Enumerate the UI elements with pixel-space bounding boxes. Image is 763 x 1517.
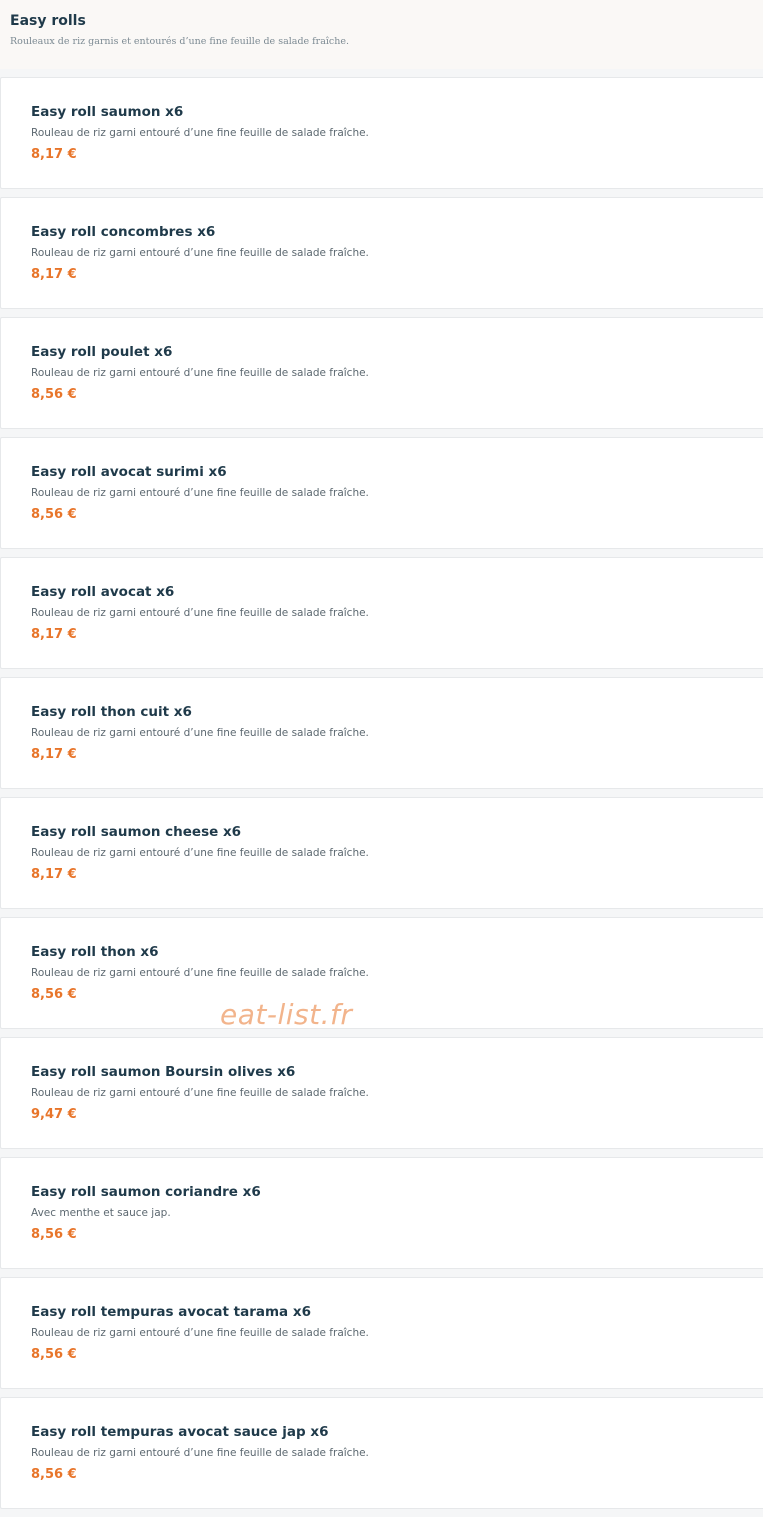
watermark-text: eat-list.fr bbox=[220, 998, 353, 1031]
category-description: Rouleaux de riz garnis et entourés d’une fine feuille de salade fraîche. bbox=[10, 36, 350, 47]
menu-item-card[interactable] bbox=[0, 437, 763, 549]
menu-item-description: Rouleau de riz garni entouré d’une fine feuille de salade fraîche. bbox=[31, 1327, 369, 1339]
menu-item-price: 8,56 € bbox=[31, 507, 77, 522]
menu-item-price: 8,56 € bbox=[31, 387, 77, 402]
menu-item-name: Easy roll tempuras avocat tarama x6 bbox=[31, 1304, 311, 1320]
menu-item-description: Rouleau de riz garni entouré d’une fine feuille de salade fraîche. bbox=[31, 727, 369, 739]
menu-item-description: Rouleau de riz garni entouré d’une fine feuille de salade fraîche. bbox=[31, 847, 369, 859]
menu-item-card[interactable] bbox=[0, 1037, 763, 1149]
menu-item-name: Easy roll saumon coriandre x6 bbox=[31, 1184, 261, 1200]
menu-item-price: 9,47 € bbox=[31, 1107, 77, 1122]
menu-item-price: 8,56 € bbox=[31, 987, 77, 1002]
menu-item-name: Easy roll tempuras avocat sauce jap x6 bbox=[31, 1424, 329, 1440]
menu-item-description: Rouleau de riz garni entouré d’une fine feuille de salade fraîche. bbox=[31, 127, 369, 139]
menu-item-name: Easy roll poulet x6 bbox=[31, 344, 173, 360]
menu-item-name: Easy roll thon x6 bbox=[31, 944, 159, 960]
menu-item-price: 8,17 € bbox=[31, 147, 77, 162]
menu-item-description: Rouleau de riz garni entouré d’une fine feuille de salade fraîche. bbox=[31, 247, 369, 259]
menu-item-price: 8,17 € bbox=[31, 267, 77, 282]
menu-item-price: 8,56 € bbox=[31, 1347, 77, 1362]
menu-item-description: Rouleau de riz garni entouré d’une fine feuille de salade fraîche. bbox=[31, 607, 369, 619]
menu-item-card[interactable] bbox=[0, 677, 763, 789]
menu-item-description: Rouleau de riz garni entouré d’une fine feuille de salade fraîche. bbox=[31, 367, 369, 379]
menu-item-card[interactable] bbox=[0, 77, 763, 189]
menu-item-name: Easy roll thon cuit x6 bbox=[31, 704, 192, 720]
menu-item-description: Avec menthe et sauce jap. bbox=[31, 1207, 171, 1219]
menu-item-list bbox=[0, 77, 763, 1517]
menu-item-price: 8,56 € bbox=[31, 1227, 77, 1242]
menu-item-card[interactable] bbox=[0, 797, 763, 909]
menu-item-card[interactable] bbox=[0, 557, 763, 669]
menu-item-card[interactable] bbox=[0, 1277, 763, 1389]
menu-item-card[interactable] bbox=[0, 1397, 763, 1509]
menu-item-name: Easy roll saumon Boursin olives x6 bbox=[31, 1064, 296, 1080]
menu-item-name: Easy roll saumon x6 bbox=[31, 104, 184, 120]
menu-item-price: 8,17 € bbox=[31, 627, 77, 642]
menu-item-name: Easy roll avocat x6 bbox=[31, 584, 175, 600]
menu-item-price: 8,56 € bbox=[31, 1467, 77, 1482]
menu-item-price: 8,17 € bbox=[31, 867, 77, 882]
category-title: Easy rolls bbox=[10, 13, 86, 29]
menu-item-card[interactable] bbox=[0, 917, 763, 1029]
menu-item-description: Rouleau de riz garni entouré d’une fine feuille de salade fraîche. bbox=[31, 967, 369, 979]
menu-item-price: 8,17 € bbox=[31, 747, 77, 762]
category-header bbox=[0, 0, 763, 69]
menu-item-name: Easy roll avocat surimi x6 bbox=[31, 464, 227, 480]
menu-item-description: Rouleau de riz garni entouré d’une fine feuille de salade fraîche. bbox=[31, 1087, 369, 1099]
menu-item-card[interactable] bbox=[0, 1157, 763, 1269]
menu-item-description: Rouleau de riz garni entouré d’une fine feuille de salade fraîche. bbox=[31, 487, 369, 499]
menu-item-description: Rouleau de riz garni entouré d’une fine feuille de salade fraîche. bbox=[31, 1447, 369, 1459]
menu-item-name: Easy roll saumon cheese x6 bbox=[31, 824, 242, 840]
menu-item-card[interactable] bbox=[0, 317, 763, 429]
menu-item-card[interactable] bbox=[0, 197, 763, 309]
menu-item-name: Easy roll concombres x6 bbox=[31, 224, 216, 240]
